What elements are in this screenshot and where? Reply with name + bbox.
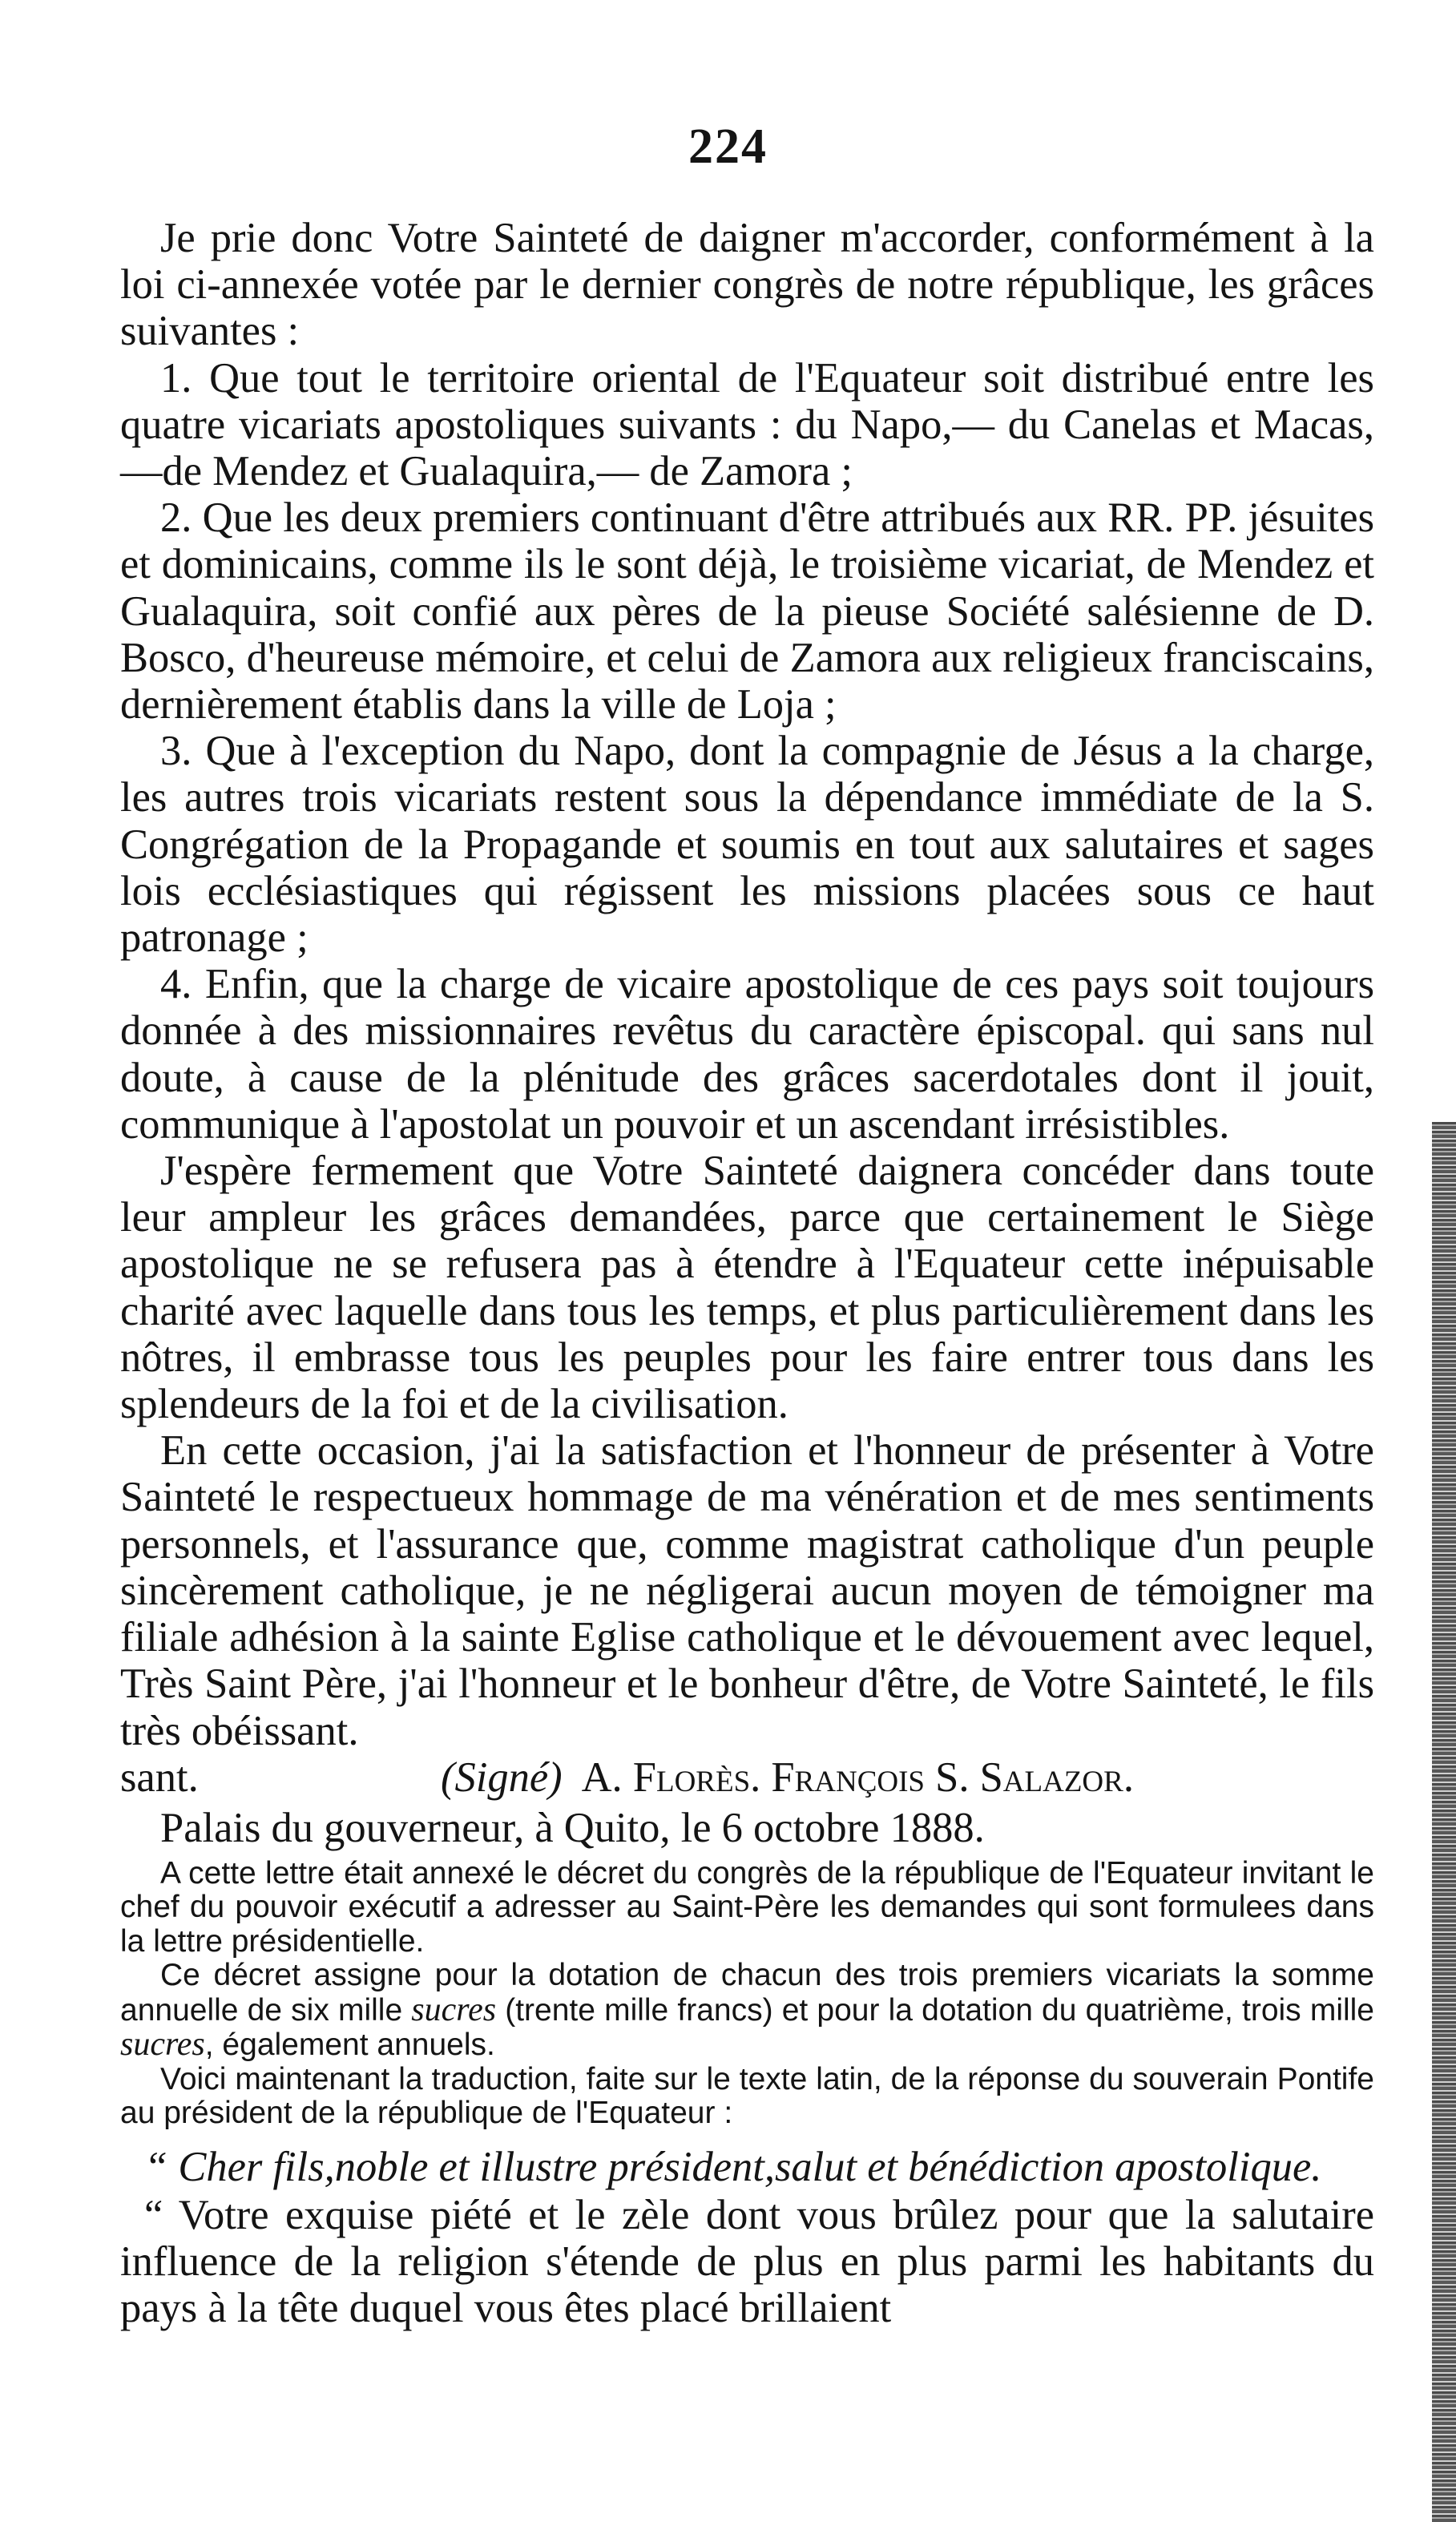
closing-paragraph: En cette occasion, j'ai la satisfaction et l'honneur de présenter à Votre Sainteté le respectueux hommage de ma vénération et de mes sentiments personnels, et l'assurance que, comme magistrat catholique d'un peuple sincèrement catholique, je ne négligerai aucun moyen de témoigner ma filiale adhésion à la sainte Eglise catholique et le dévouement avec lequel, Très Saint Père, j'ai l'honneur et le bonheur d'être, de Votre Sainteté, le fils très obéissant. (120, 1427, 1374, 1754)
note-text-part: Ce décret assigne pour la dotation de chacun des trois premiers vicariats la somme annuelle de six mille (120, 1958, 1374, 2028)
request-1-paragraph: 1. Que tout le territoire oriental de l'Equateur soit distribué entre les quatre vicariats apostoliques suivants : du Napo,— du Canelas et Macas,—de Mendez et Gualaquira,— de Zamora ; (120, 354, 1374, 495)
request-3-paragraph: 3. Que à l'exception du Napo, dont la compagnie de Jésus a la charge, les autres trois vicariats restent sous la dépendance immédiate de la S. Congrégation de la Propagande et soumis en tout aux salutaires et sages lois ecclésiastiques qui régissent les missions placées sous ce haut patronage ; (120, 728, 1374, 962)
editorial-note-decree: A cette lettre était annexé le décret du congrès de la république de l'Equateur invitant le chef du pouvoir exécutif a adresser au Saint-Père les demandes qui sont formulees dans la lettre présidentielle. (120, 1855, 1374, 1959)
signatory-names: A. Florès. François S. Salazor. (581, 1753, 1134, 1801)
note-italic-sucres: sucres (120, 2026, 205, 2064)
request-4-paragraph: 4. Enfin, que la charge de vicaire apostolique de ces pays soit toujours donnée à des missionnaires revêtus du caractère épiscopal. qui sans nul doute, à cause de la plénitude des grâces sacerdotales dont il jouit, communique à l'apostolat un pouvoir et un ascendant irrésistibles. (120, 961, 1374, 1148)
letter-body (120, 215, 1374, 2332)
note-text-part: (trente mille francs) et pour la dotation du quatrième, trois mille (496, 1992, 1374, 2028)
signed-mark: (Signé) (441, 1753, 563, 1801)
hope-paragraph: J'espère fermement que Votre Sainteté daignera concéder dans toute leur ampleur les grâces demandées, parce que certainement le Siège apostolique ne se refusera pas à étendre à l'Equateur cette inépuisable charité avec laquelle dans tous les temps, et plus particulièrement dans les nôtres, il embrasse tous les peuples pour les faire entrer tous dans les splendeurs de la foi et de la civilisation. (120, 1148, 1374, 1428)
place-and-date: Palais du gouverneur, à Quito, le 6 octobre 1888. (160, 1804, 985, 1851)
papal-salutation: “ Cher fils,noble et illustre président,salut et bénédiction apostolique. (144, 2143, 1322, 2190)
note-text-part: , également annuels. (204, 2028, 495, 2063)
papal-reply-paragraph: “ Votre exquise piété et le zèle dont vous brûlez pour que la salutaire influence de la religion s'étende de plus en plus parmi les habitants du pays à la tête duquel vous êtes placé brillaient (120, 2191, 1374, 2332)
signature-line-start: sant. (120, 1753, 199, 1801)
page-number: 224 (688, 119, 768, 174)
note-italic-sucres: sucres (411, 1991, 497, 2028)
editorial-note-dotation (120, 1959, 1374, 2063)
editorial-note-translation: Voici maintenant la traduction, faite sur le texte latin, de la réponse du souverain Pontife au président de la république de l'Equateur : (120, 2061, 1374, 2131)
signature-line (120, 1754, 1374, 1801)
intro-paragraph: Je prie donc Votre Sainteté de daigner m'accorder, conformément à la loi ci-annexée votée par le dernier congrès de notre république, les grâces suivantes : (120, 215, 1374, 355)
scanned-edge-strip (1432, 1122, 1456, 2522)
request-2-paragraph: 2. Que les deux premiers continuant d'être attribués aux RR. PP. jésuites et dominicains, comme ils le sont déjà, le troisième vicariat, de Mendez et Gualaquira, soit confié aux pères de la pieuse Société salésienne de D. Bosco, d'heureuse mémoire, et celui de Zamora aux religieux franciscains, dernièrement établis dans la ville de Loja ; (120, 494, 1374, 728)
